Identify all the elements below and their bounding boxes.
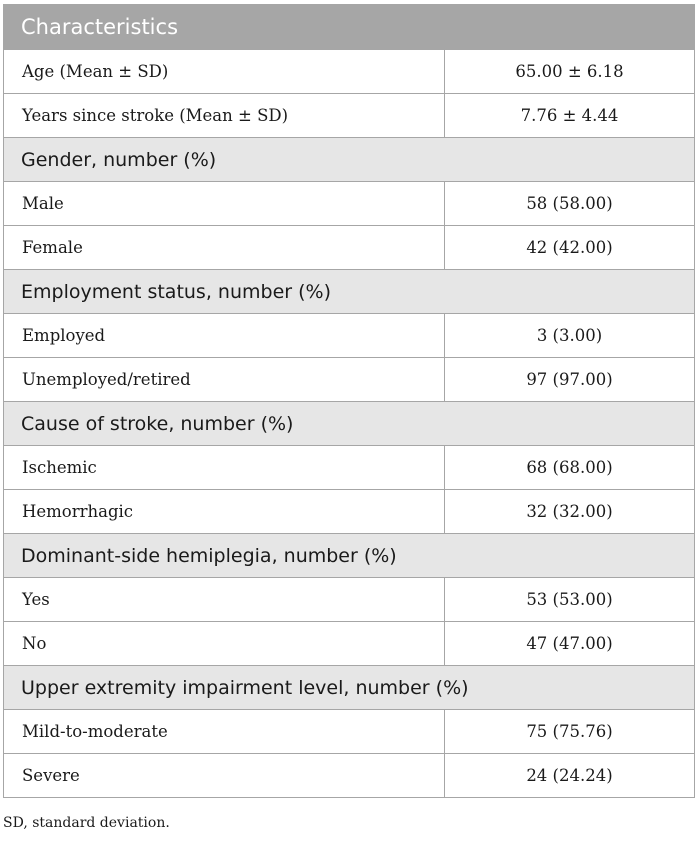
table-row	[4, 490, 695, 534]
table-row	[4, 446, 695, 490]
row-label: Years since stroke (Mean ± SD)	[4, 94, 445, 138]
section-header-label: Cause of stroke, number (%)	[4, 402, 695, 446]
row-value: 24 (24.24)	[445, 754, 695, 798]
header-value	[445, 5, 695, 50]
row-label: Mild-to-moderate	[4, 710, 445, 754]
table-row	[4, 754, 695, 798]
table-footnote: SD, standard deviation.	[3, 815, 170, 831]
row-value: 3 (3.00)	[445, 314, 695, 358]
row-label: Severe	[4, 754, 445, 798]
section-header-label: Gender, number (%)	[4, 138, 695, 182]
row-label: Unemployed/retired	[4, 358, 445, 402]
row-label: Ischemic	[4, 446, 445, 490]
table-row	[4, 226, 695, 270]
section-header-row	[4, 534, 695, 578]
row-value: 75 (75.76)	[445, 710, 695, 754]
row-label: No	[4, 622, 445, 666]
table-body	[4, 5, 695, 798]
row-label: Male	[4, 182, 445, 226]
row-value: 97 (97.00)	[445, 358, 695, 402]
table-row	[4, 710, 695, 754]
row-value: 53 (53.00)	[445, 578, 695, 622]
row-value: 32 (32.00)	[445, 490, 695, 534]
row-value: 47 (47.00)	[445, 622, 695, 666]
section-header-row	[4, 270, 695, 314]
row-label: Hemorrhagic	[4, 490, 445, 534]
header-characteristics: Characteristics	[4, 5, 445, 50]
row-value: 42 (42.00)	[445, 226, 695, 270]
table-row	[4, 622, 695, 666]
section-header-label: Dominant-side hemiplegia, number (%)	[4, 534, 695, 578]
section-header-row	[4, 402, 695, 446]
section-header-row	[4, 666, 695, 710]
row-label: Yes	[4, 578, 445, 622]
table-row	[4, 314, 695, 358]
row-value: 7.76 ± 4.44	[445, 94, 695, 138]
section-header-label: Employment status, number (%)	[4, 270, 695, 314]
row-value: 68 (68.00)	[445, 446, 695, 490]
row-label: Female	[4, 226, 445, 270]
characteristics-table	[3, 4, 695, 798]
table-row	[4, 358, 695, 402]
table-row	[4, 50, 695, 94]
row-label: Employed	[4, 314, 445, 358]
row-value: 65.00 ± 6.18	[445, 50, 695, 94]
row-label: Age (Mean ± SD)	[4, 50, 445, 94]
table-row	[4, 182, 695, 226]
characteristics-table-container	[3, 4, 694, 798]
section-header-row	[4, 138, 695, 182]
row-value: 58 (58.00)	[445, 182, 695, 226]
table-row	[4, 578, 695, 622]
table-row	[4, 94, 695, 138]
section-header-label: Upper extremity impairment level, number (%)	[4, 666, 695, 710]
table-header-row	[4, 5, 695, 50]
